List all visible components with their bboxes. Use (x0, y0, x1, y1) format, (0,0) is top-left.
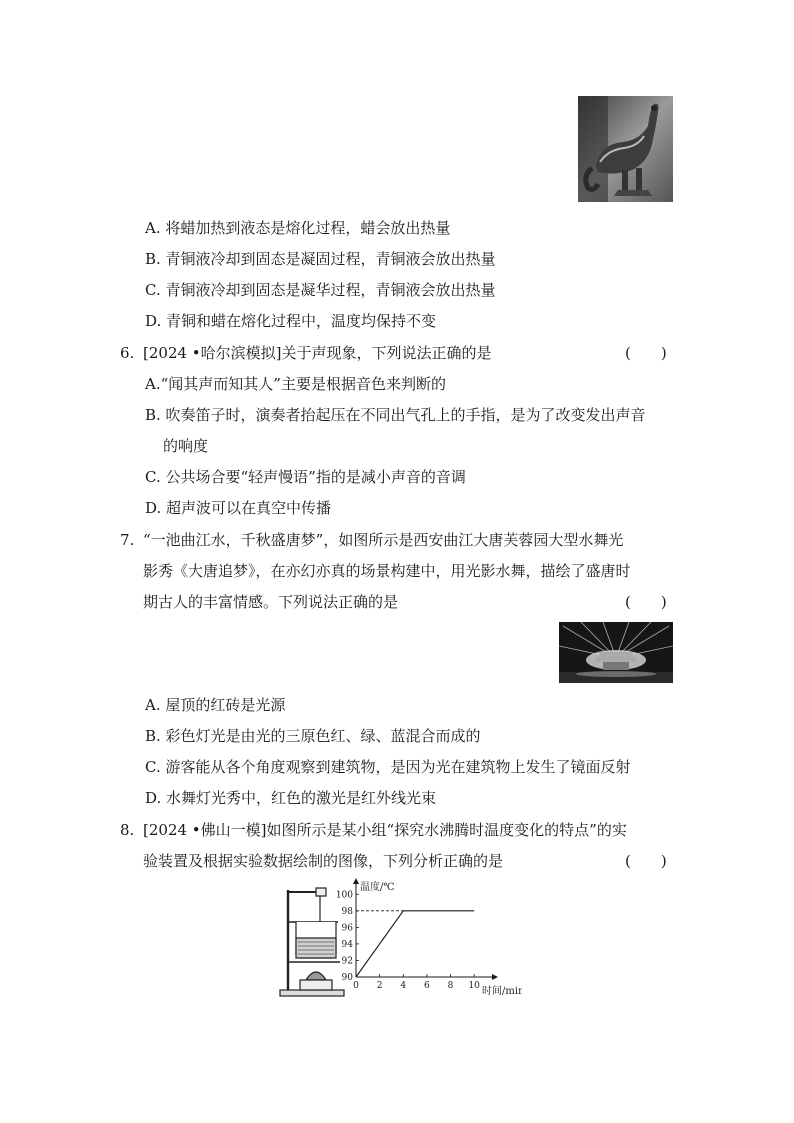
q7-option-d: D. 水舞灯光秀中，红色的激光是红外线光束 (145, 789, 437, 807)
chart-y-tick-label: 98 (341, 906, 353, 917)
q5-option-d: D. 青铜和蜡在熔化过程中，温度均保持不变 (145, 312, 437, 330)
chart-x-tick-label: 6 (424, 981, 430, 991)
q7-option-c: C. 游客能从各个角度观察到建筑物，是因为光在建筑物上发生了镜面反射 (145, 758, 631, 776)
chart-y-tick-label: 90 (341, 973, 353, 983)
chart-x-tick-label: 10 (468, 981, 480, 991)
q8-number: 8. (120, 821, 135, 839)
q7-stem-line-3: 期古人的丰富情感。下列说法正确的是 (143, 593, 399, 611)
chart-y-tick-label: 94 (341, 939, 353, 950)
light-show-photo (559, 622, 673, 683)
chart-x-tick-label: 0 (353, 981, 359, 991)
q6-number: 6. (120, 344, 135, 362)
chart-x-tick-label: 8 (447, 981, 454, 991)
q6-option-c: C. 公共场合要“轻声慢语”指的是减小声音的音调 (145, 468, 466, 486)
q6-option-b-cont: 的响度 (163, 437, 209, 455)
q5-option-c: C. 青铜液冷却到固态是凝华过程，青铜液会放出热量 (145, 281, 496, 299)
chart-y-tick-label: 100 (336, 890, 353, 901)
chart-x-tick-label: 2 (376, 981, 383, 991)
q7-option-a: A. 屋顶的红砖是光源 (145, 696, 286, 714)
q5-option-b: B. 青铜液冷却到固态是凝固过程，青铜液会放出热量 (145, 250, 496, 268)
q8-stem-line-1: [2024 •佛山一模]如图所示是某小组“探究水沸腾时温度变化的特点”的实 (143, 821, 627, 839)
q7-stem-line-1: “一池曲江水，千秋盛唐梦”，如图所示是西安曲江大唐芙蓉园大型水舞光 (143, 531, 624, 549)
chart-x-axis-arrow (492, 974, 498, 980)
q6-option-d: D. 超声波可以在真空中传播 (145, 499, 332, 517)
chart-x-axis-label: 时间/min (482, 986, 522, 997)
chart-y-tick-label: 96 (341, 923, 353, 934)
q7-stem-line-2: 影秀《大唐追梦》，在亦幻亦真的场景构建中，用光影水舞，描绘了盛唐时 (143, 562, 631, 580)
q8-stem-line-2: 验装置及根据实验数据绘制的图像，下列分析正确的是 (143, 852, 504, 870)
temperature-time-chart (336, 876, 522, 998)
bronze-vessel-photo (578, 96, 673, 202)
q5-option-a: A. 将蜡加热到液态是熔化过程，蜡会放出热量 (145, 219, 451, 237)
chart-y-tick-label: 92 (341, 956, 353, 967)
q6-stem: [2024 •哈尔滨模拟]关于声现象，下列说法正确的是 (143, 344, 492, 362)
q7-answer-paren: ( ) (625, 593, 667, 611)
q6-answer-paren: ( ) (625, 344, 667, 362)
chart-series-temperature-line (356, 911, 474, 977)
q7-number: 7. (120, 531, 135, 549)
chart-y-axis-arrow (353, 878, 359, 884)
q6-option-a: A.“闻其声而知其人”主要是根据音色来判断的 (145, 375, 446, 393)
q6-option-b: B. 吹奏笛子时，演奏者抬起压在不同出气孔上的手指，是为了改变发出声音 (145, 406, 646, 424)
q8-answer-paren: ( ) (625, 852, 667, 870)
chart-x-tick-label: 4 (400, 981, 407, 991)
q7-option-b: B. 彩色灯光是由光的三原色红、绿、蓝混合而成的 (145, 727, 481, 745)
chart-y-axis-label: 温度/℃ (360, 882, 395, 893)
